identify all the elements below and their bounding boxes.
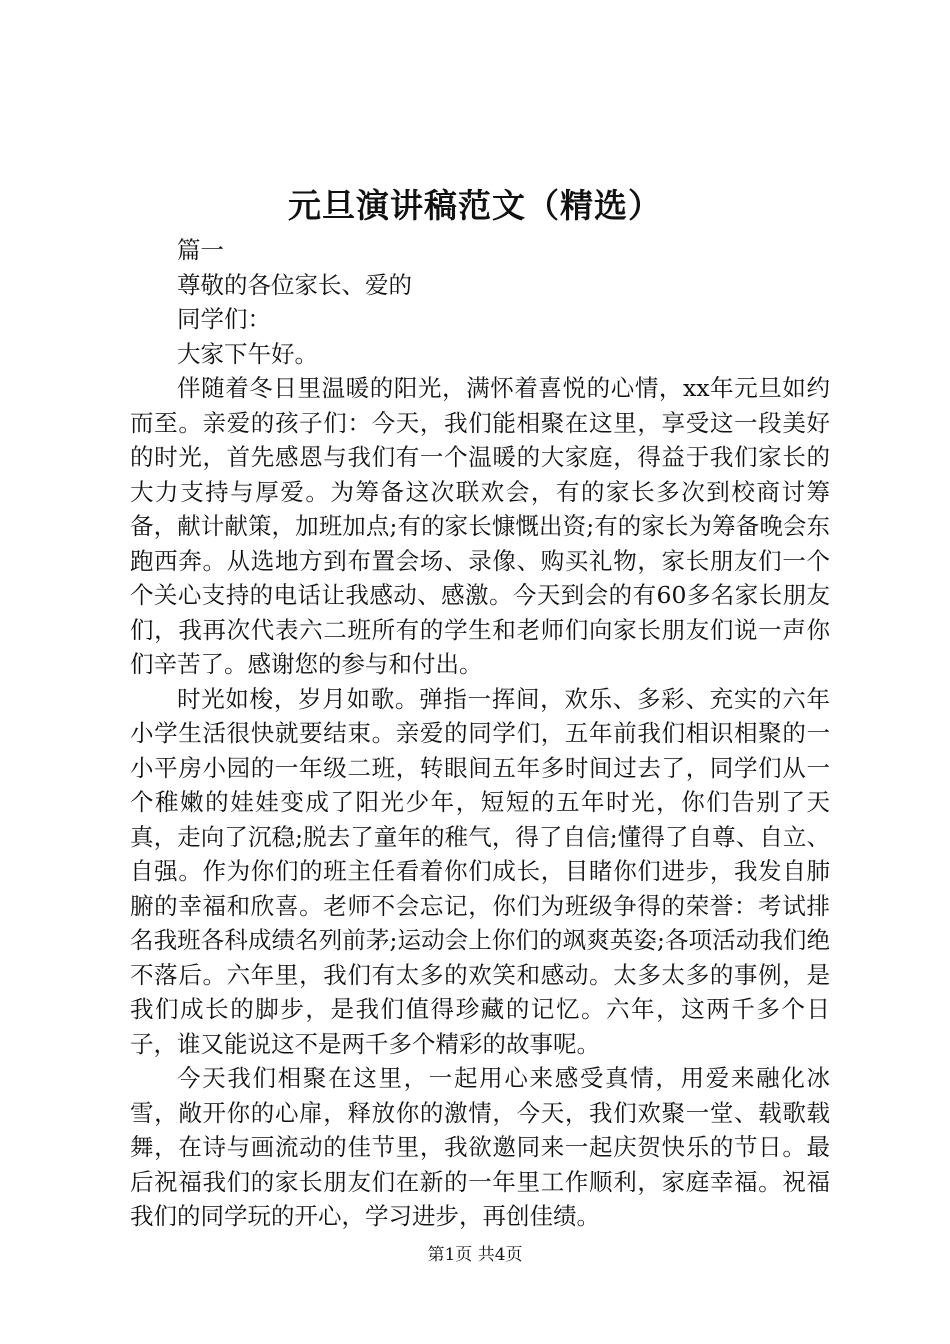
greeting: 大家下午好。 xyxy=(177,339,318,368)
body-paragraph: 时光如梭，岁月如歌。弹指一挥间，欢乐、多彩、充实的六年小学生活很快就要结束。亲爱的同学们，五年前我们相识相聚的一小平房小园的一年级二班，转眼间五年多时间过去了，同学们从一个稚嫩的娃娃变成了阳光少年，短短的五年时光，你们告别了天真，走向了沉稳;脱去了童年的稚气，得了自信;懂得了自尊、自立、自强。作为你们的班主任看着你们成长，目睹你们进步，我发自肺腑的幸福和欣喜。老师不会忘记，你们为班级争得的荣誉：考试排名我班各科成绩名列前茅;运动会上你们的飒爽英姿;各项活动我们绝不落后。六年里，我们有太多的欢笑和感动。太多太多的事例，是我们成长的脚步，是我们值得珍藏的记忆。六年，这两千多个日子，谁又能说这不是两千多个精彩的故事呢。 xyxy=(130,684,830,1058)
body-paragraph: 伴随着冬日里温暖的阳光，满怀着喜悦的心情，xx年元旦如约而至。亲爱的孩子们：今天，我们能相聚在这里，享受这一段美好的时光，首先感恩与我们有一个温暖的大家庭，得益于我们家长的大力支持与厚爱。为筹备这次联欢会，有的家长多次到校商讨筹备，献计献策，加班加点;有的家长慷慨出资;有的家长为筹备晚会东跑西奔。从选地方到布置会场、录像、购买礼物，家长朋友们一个个关心支持的电话让我感动、感激。今天到会的有60多名家长朋友们，我再次代表六二班所有的学生和老师们向家长朋友们说一声你们辛苦了。感谢您的参与和付出。 xyxy=(130,374,830,678)
section-heading: 篇一 xyxy=(177,236,224,264)
salutation-line-1: 尊敬的各位家长、爱的 xyxy=(177,270,412,299)
document-body xyxy=(130,233,830,1234)
body-paragraph: 今天我们相聚在这里，一起用心来感受真情，用爱来融化冰雪，敞开你的心扉，释放你的激情，今天，我们欢聚一堂、载歌载舞，在诗与画流动的佳节里，我欲邀同来一起庆贺快乐的节日。最后祝福我们的家长朋友们在新的一年里工作顺利，家庭幸福。祝福我们的同学玩的开心，学习进步，再创佳绩。 xyxy=(130,1064,830,1230)
page-footer: 第1页 共4页 xyxy=(427,1245,523,1265)
document-title: 元旦演讲稿范文（精选） xyxy=(288,186,662,225)
salutation-line-2: 同学们： xyxy=(177,305,271,333)
